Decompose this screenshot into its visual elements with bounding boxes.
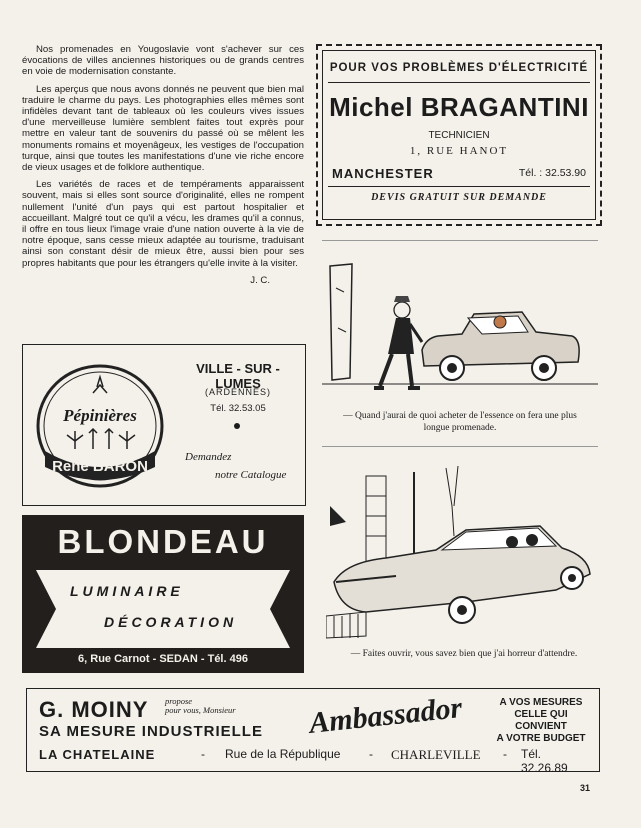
cartoon-car-push-illustration <box>322 258 598 406</box>
electric-ad-city: MANCHESTER <box>332 166 434 181</box>
moiny-ad <box>26 688 600 775</box>
pepinieres-department: (ARDENNES) <box>204 387 271 397</box>
pepinieres-logo-top: Pépinières <box>63 406 137 425</box>
article-paragraph-1: Nos promenades en Yougoslavie vont s'achever sur ces évocations de villes anciennes historiques ou de grands centres en voie de modernisation constante. <box>22 44 304 78</box>
electric-ad-tel: Tél. : 32.53.90 <box>518 167 586 179</box>
moiny-city: CHARLEVILLE <box>391 747 481 762</box>
divider-middle <box>322 446 598 447</box>
article-paragraph-3: Les variétés de races et de tempéraments apparaissent souvent, mais si elles sont source d'originalité, elles ne rompent nullement l'unité d'un pays qui est partout hospitalier et accueillant. Malgré tout ce qu'il a vécu, les drames qu'il a connus, il offre en tous lieux l'image vraie d'une nation ouverte à la vie de notre époque, sans cesse mieux adaptée au tourisme, traduisant ainsi son constant désir de mieux être, aussi bien pour ses propres habitants que pour les étrangers qu'elle invite à la visiter. <box>22 179 304 269</box>
moiny-right-line-1: A VOS MESURES <box>499 697 583 708</box>
moiny-propose <box>165 697 236 715</box>
article-signature: J. C. <box>250 274 270 286</box>
pepinieres-demand-line-1: Demandez <box>185 451 232 463</box>
article <box>22 44 304 286</box>
electric-ad <box>316 44 602 226</box>
moiny-right-line-3: A VOTRE BUDGET <box>496 733 586 744</box>
separator: - <box>201 747 205 761</box>
blondeau-banner <box>36 570 290 648</box>
divider-top <box>322 240 598 241</box>
electric-ad-rule-top <box>328 82 590 83</box>
blondeau-line-1: LUMINAIRE <box>70 583 184 599</box>
pepinieres-town: VILLE - SUR - LUMES <box>196 361 280 391</box>
moiny-brand: Ambassador <box>307 691 464 740</box>
blondeau-address: 6, Rue Carnot - SEDAN - Tél. 496 <box>78 653 248 665</box>
blondeau-line-2: DÉCORATION <box>104 614 238 630</box>
article-paragraph-2: Les aperçus que nous avons donnés ne peuvent que bien mal traduire le charme du pays. Les photographies elles mêmes sont infidèles devant tant de tableaux où les couleurs vives issues d'une merveilleuse lumière semblent faites tout exprès pour mettre en valeur tant de souvenirs du passé où se mêlent les monuments romains et moyenâgeux, les vestiges de l'occupation turque, ainsi que toutes les manifestations d'une vie riche encore de vieux usages et de folklore authentique. <box>22 83 304 174</box>
moiny-right-block <box>489 697 593 745</box>
moiny-propose-line-1: propose <box>165 696 193 706</box>
electric-ad-heading: POUR VOS PROBLÈMES D'ÉLECTRICITÉ <box>329 62 589 74</box>
moiny-right-line-2: CELLE QUI CONVIENT <box>514 709 568 732</box>
cartoon-top-caption: — Quand j'aurai de quoi acheter de l'essence on fera une plus longue promenade. <box>343 411 577 433</box>
moiny-name: G. MOINY <box>39 697 149 722</box>
electric-ad-address: 1, RUE HANOT <box>409 145 509 157</box>
moiny-mesure: SA MESURE INDUSTRIELLE <box>39 723 263 740</box>
bullet-dot <box>234 423 240 429</box>
pepinieres-logo <box>35 363 165 489</box>
blondeau-ad <box>22 515 304 673</box>
pepinieres-demand-line-2: notre Catalogue <box>215 469 287 481</box>
electric-ad-rule-bottom <box>328 186 590 187</box>
blondeau-title: BLONDEAU <box>57 523 269 560</box>
separator: - <box>369 747 373 761</box>
electric-ad-title: TECHNICIEN <box>428 130 490 141</box>
moiny-street: Rue de la République <box>225 747 341 761</box>
moiny-propose-line-2: pour vous, Monsieur <box>165 705 236 715</box>
page-number: 31 <box>580 783 591 793</box>
pepinieres-logo-bottom: René BARON <box>52 458 148 475</box>
cartoon-limousine-illustration <box>326 466 598 642</box>
pepinieres-ad <box>22 344 306 506</box>
cartoon-bottom-caption: — Faites ouvrir, vous savez bien que j'ai horreur d'attendre. <box>350 649 578 659</box>
separator: - <box>503 747 507 761</box>
moiny-shop: LA CHATELAINE <box>39 747 156 762</box>
electric-ad-name: Michel BRAGANTINI <box>329 92 589 122</box>
pepinieres-tel: Tél. 32.53.05 <box>210 403 266 414</box>
moiny-tel: Tél. 32.26.89 <box>521 747 568 775</box>
electric-ad-devis: DEVIS GRATUIT SUR DEMANDE <box>371 192 547 203</box>
